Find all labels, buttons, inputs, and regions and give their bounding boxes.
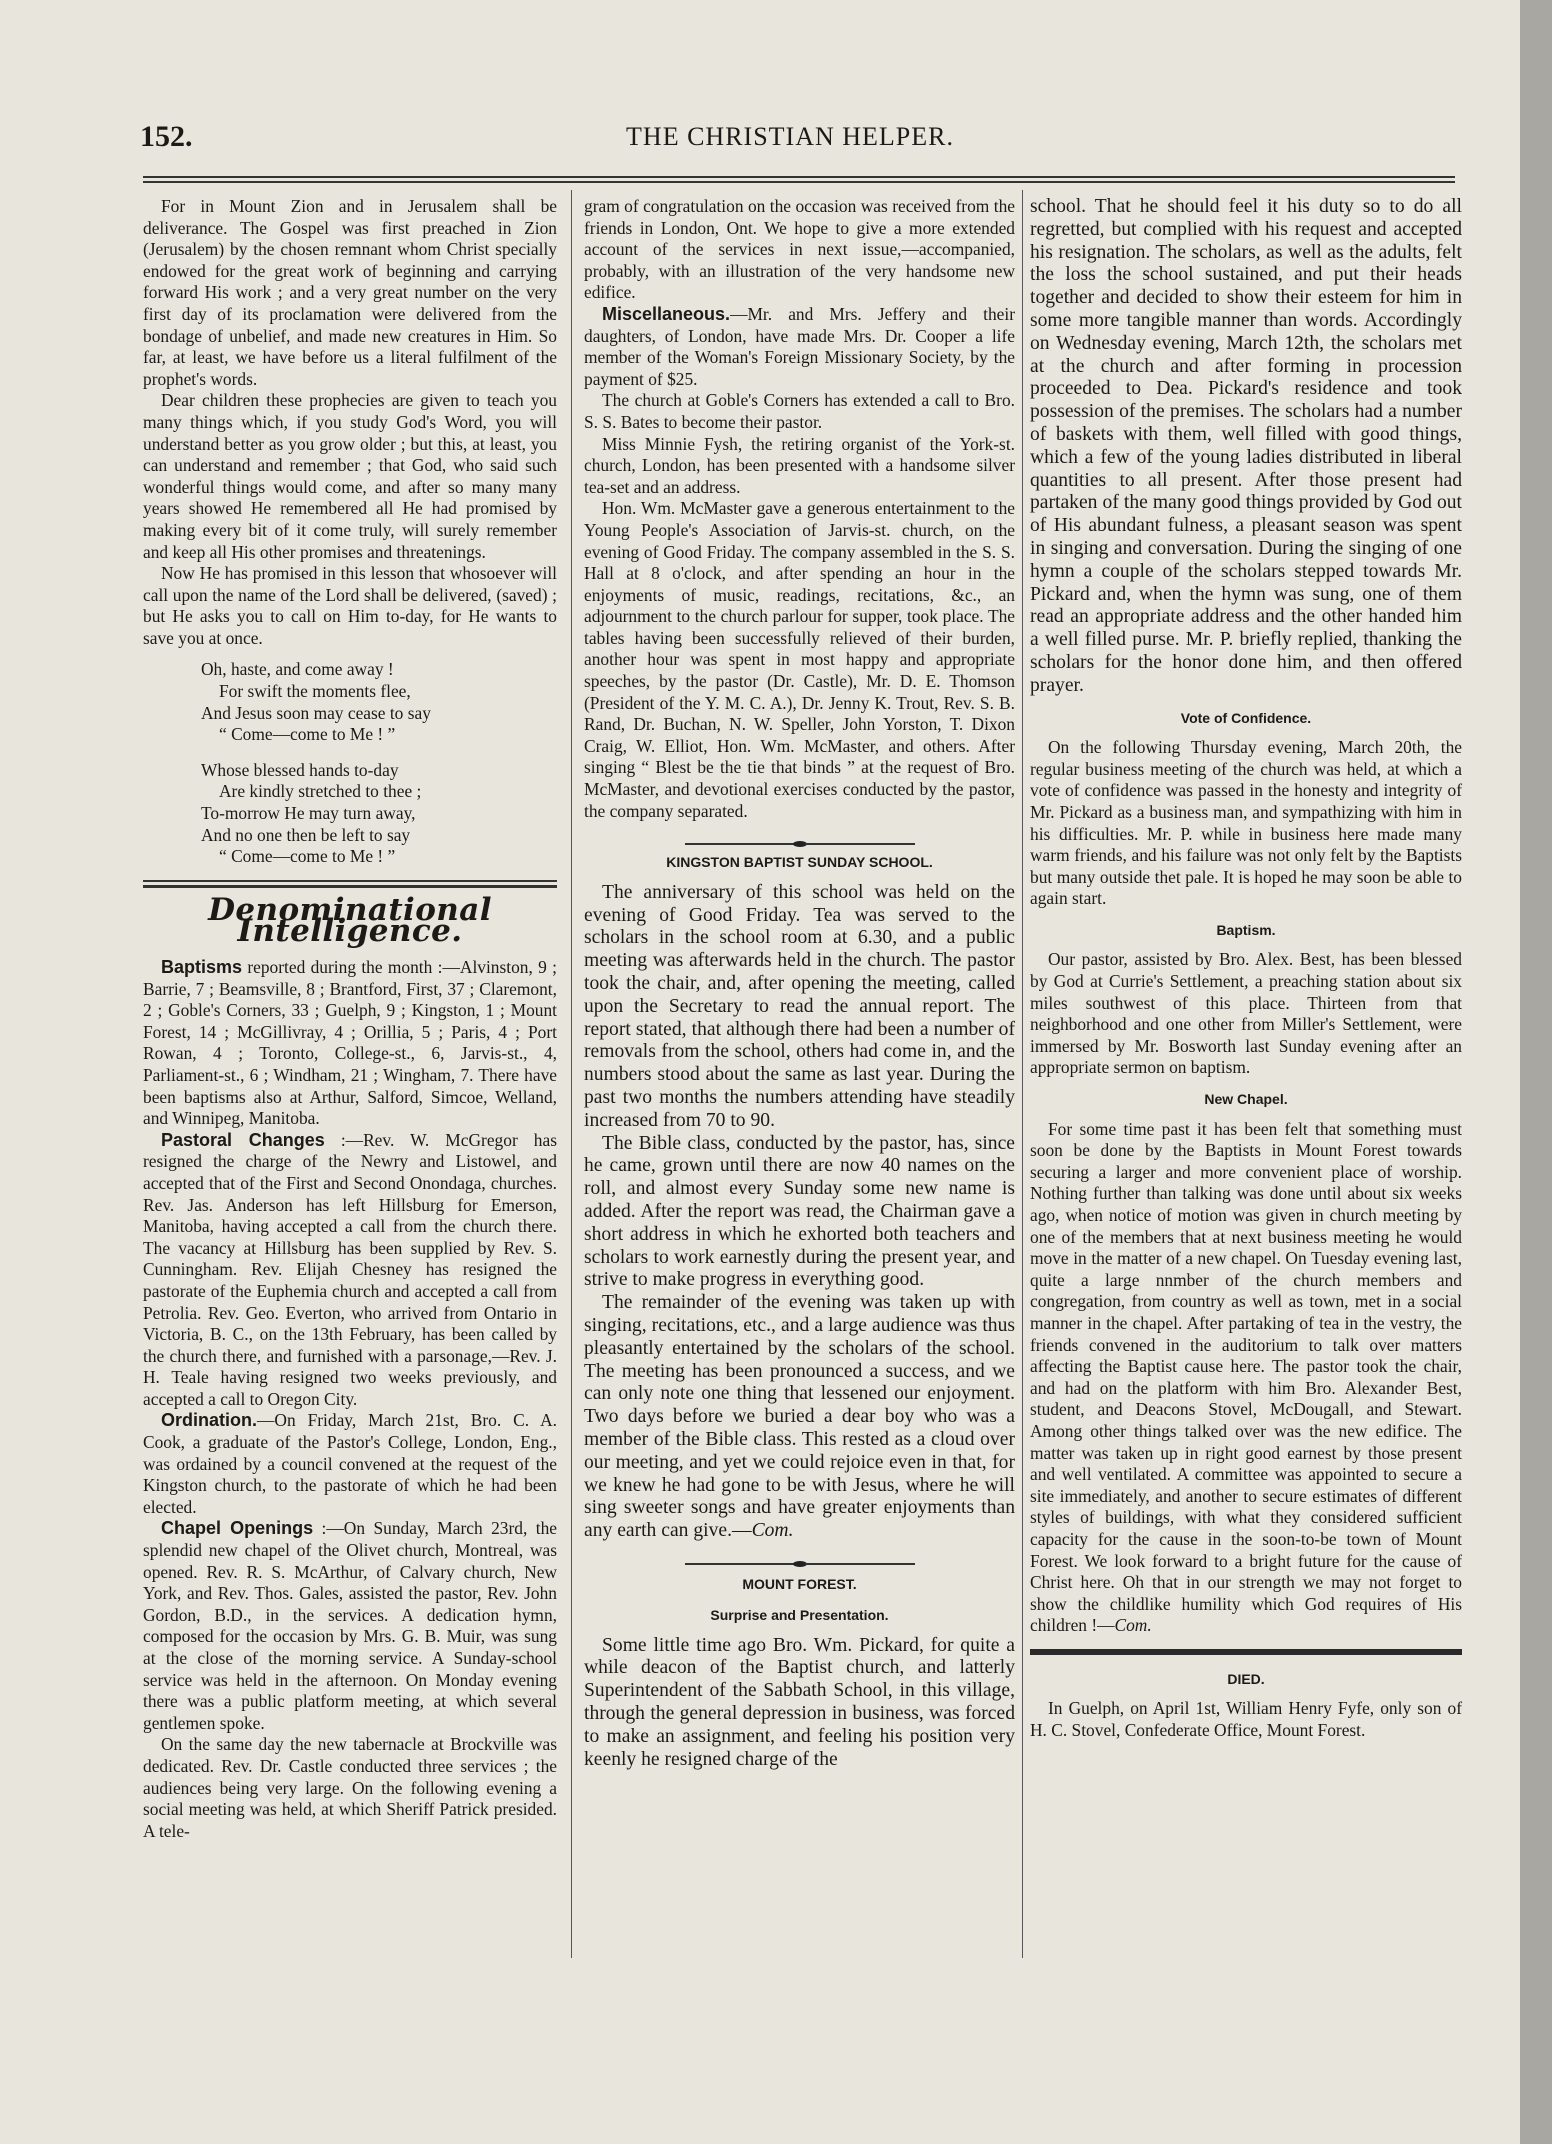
- column-2: [584, 196, 1015, 1771]
- hymn-verse: [201, 659, 557, 867]
- paragraph: On the same day the new tabernacle at Brockville was dedicated. Rev. Dr. Castle conducted three services ; the audiences being very large. On the following evening a social meeting was held, at which Sheriff Patrick presided. A tele-: [143, 1734, 557, 1841]
- verse-line: “ Come—come to Me ! ”: [219, 846, 396, 867]
- subhead: Miscellaneous.: [602, 303, 731, 324]
- ornamental-rule: [584, 832, 1015, 840]
- paragraph: On the following Thursday evening, March 20th, the regular business meeting of the church was held, at which a vote of confidence was passed in the honesty and integrity of Mr. Pickard as a business man, and sympathizing with him in his difficulties. Mr. P. while in business here made many warm friends, and his failure was not only felt by the Baptists but many outside thet pale. It is hoped he may soon be able to again start.: [1030, 737, 1462, 909]
- article-subheading: Baptism.: [1216, 921, 1276, 938]
- article-heading: MOUNT FOREST.: [742, 1575, 857, 1592]
- header-rule: [143, 176, 1455, 183]
- verse-line: Whose blessed hands to-day: [201, 759, 399, 780]
- article-heading: KINGSTON BAPTIST SUNDAY SCHOOL.: [666, 854, 933, 871]
- verse-line: And Jesus soon may cease to say: [201, 702, 431, 723]
- paragraph: The Bible class, conducted by the pastor, has, since he came, grown until there are now 40 names on the roll, and almost every Sunday some new name is added. After the report was read, the Chairman gave a short address in which he exhorted both teachers and scholars to work earnestly during the present year, and strive to make progress in everything good.: [584, 1132, 1015, 1291]
- notice-heading: DIED.: [1227, 1670, 1265, 1687]
- paragraph: For in Mount Zion and in Jerusalem shall be deliverance. The Gospel was first preached in Zion (Jerusalem) by the chosen remnant whom Christ specially endowed for the great work of beginning and carrying forward His work ; and a very great number on the very first day of its proclamation were delivered from the bondage of unbelief, and made new creatures in Him. So far, at least, we have before us a literal fulfilment of the prophet's words.: [143, 196, 557, 389]
- signature: Com.: [751, 1520, 794, 1542]
- paragraph: Now He has promised in this lesson that whosoever will call upon the name of the Lord shall be delivered, (saved) ; but He asks you to call on Him to-day, for He wants to save you at once.: [143, 563, 557, 648]
- running-header: [140, 120, 1440, 162]
- paragraph: gram of congratulation on the occasion was received from the friends in London, Ont. We hope to give a more extended account of the services in next issue,—accompanied, probably, with an illustration of the very handsome new edifice.: [584, 196, 1015, 303]
- verse-line: And no one then be left to say: [201, 824, 411, 845]
- signature: Com.: [1114, 1615, 1152, 1636]
- column-rule: [571, 190, 572, 1958]
- verse-line: For swift the moments flee,: [219, 681, 411, 702]
- article-subheading: Surprise and Presentation.: [710, 1606, 889, 1623]
- journal-title: THE CHRISTIAN HELPER.: [626, 122, 954, 151]
- paragraph: :—Rev. W. McGregor has resigned the charge of the Newry and Listowel, and accepted that of the First and Second Onondaga, churches. Rev. Jas. Anderson has left Hillsburg for Emerson, Manitoba, having accepted a call from the church there. The vacancy at Hillsburg has been supplied by Rev. S. Cunningham. Rev. Elijah Chesney has resigned the pastorate of the Euphemia church and accepted a call from Petrolia. Rev. Geo. Everton, who arrived from Ontario in Victoria, B. C., on the 13th February, has been called by the church there, and furnished with a parsonage,—Rev. J. H. Teale having resigned two weeks previously, and accepted a call to Oregon City.: [143, 1129, 557, 1409]
- death-notice: In Guelph, on April 1st, William Henry Fyfe, only son of H. C. Stovel, Confederate Office, Mount Forest.: [1030, 1698, 1462, 1741]
- article-subheading: New Chapel.: [1204, 1091, 1288, 1108]
- section-rule: [143, 880, 557, 888]
- ornamental-rule: [584, 1553, 1015, 1561]
- verse-line: “ Come—come to Me ! ”: [219, 724, 396, 745]
- column-3: [1030, 196, 1462, 1742]
- page-edge: [1520, 0, 1552, 2144]
- subhead: Baptisms: [161, 957, 243, 977]
- paragraph: —On Friday, March 21st, Bro. C. A. Cook, a graduate of the Pastor's College, London, Eng., was ordained by a council convened at the request of the Kingston church, to the pastorate of which he had been elected.: [143, 1410, 557, 1517]
- column-rule: [1022, 190, 1023, 1958]
- verse-line: Are kindly stretched to thee ;: [219, 781, 422, 802]
- article-subheading: Vote of Confidence.: [1180, 709, 1312, 726]
- paragraph: Miss Minnie Fysh, the retiring organist of the York-st. church, London, has been presented with a handsome silver tea-set and an address.: [584, 433, 1015, 497]
- paragraph: The church at Goble's Corners has extended a call to Bro. S. S. Bates to become their pastor.: [584, 390, 1015, 432]
- paragraph: Hon. Wm. McMaster gave a generous entertainment to the Young People's Association of Jarvis-st. church, on the evening of Good Friday. The company assembled in the S. S. Hall at 8 o'clock, and after spending an hour in the enjoyments of music, readings, recitations, &c., an adjournment to the church parlour for supper, took place. The tables having been successfully relieved of their burden, another hour was spent in most happy and appropriate speeches, by the pastor (Dr. Castle), Mr. D. E. Thomson (President of the Y. M. C. A.), Dr. Jenny K. Trout, Rev. S. B. Rand, Dr. Buchan, N. W. Speller, John Yorston, T. Dixon Craig, W. Elliot, Hon. Wm. McMaster, and others. After singing “ Blest be the tie that binds ” at the request of Bro. McMaster, and devotional exercises conducted by the pastor, the company separated.: [584, 498, 1015, 821]
- verse-line: To-morrow He may turn away,: [201, 803, 416, 824]
- paragraph: —Mr. and Mrs. Jeffery and their daughters, of London, have made Mrs. Dr. Cooper a life member of the Woman's Foreign Missionary Society, by the payment of $25.: [584, 303, 1015, 389]
- subhead: Ordination.: [161, 1410, 257, 1431]
- paragraph: The remainder of the evening was taken up with singing, recitations, etc., and a large audience was thus pleasantly entertained by the scholars of the school. The meeting has been pronounced a success, and we can only note one thing that lessened our enjoyment. Two days before we buried a dear boy who was a member of the Bible class. This rested as a cloud over our meeting, and yet we could rejoice even in that, for we knew he had gone to be with Jesus, where he will sing sweeter songs and have greater enjoyments than any earth can give.—: [584, 1292, 1015, 1542]
- section-title: Denominational Intelligence.: [208, 891, 492, 950]
- paragraph: Our pastor, assisted by Bro. Alex. Best, has been blessed by God at Currie's Settlement, a preaching station about six miles southwest of this place. Thirteen from that neighborhood and one other from Miller's Settlement, were immersed by Mr. Bosworth last Sunday evening after an appropriate sermon on baptism.: [1030, 949, 1462, 1078]
- verse-line: Oh, haste, and come away !: [201, 659, 394, 680]
- paragraph: :—On Sunday, March 23rd, the splendid new chapel of the Olivet church, Montreal, was opened. Rev. R. S. McArthur, of Calvary church, New York, and Rev. Thos. Gales, assisted the pastor, Rev. John Gordon, B.D., in the services. A dedication hymn, composed for the occasion by Mrs. G. B. Muir, was sung at the close of the morning service. A Sunday-school service was held in the afternoon. On Monday evening there was a public platform meeting, at which several gentlemen spoke.: [143, 1518, 557, 1733]
- paragraph: reported during the month :—Alvinston, 9 ; Barrie, 7 ; Beamsville, 8 ; Brantford, First, 37 ; Claremont, 2 ; Goble's Corners, 33 ; Guelph, 9 ; Kingston, 1 ; Mount Forest, 14 ; McGillivray, 4 ; Orillia, 5 ; Paris, 4 ; Port Rowan, 4 ; Toronto, College-st., 6, Jarvis-st., 4, Parliament-st., 6 ; Windham, 21 ; Wingham, 7. There have been baptisms also at Arthur, Salford, Simcoe, Welland, and Winnipeg, Manitoba.: [143, 957, 557, 1129]
- page-number: 152.: [140, 120, 193, 153]
- subhead: Pastoral Changes: [161, 1129, 325, 1150]
- column-1: [143, 196, 557, 1842]
- paragraph: For some time past it has been felt that something must soon be done by the Baptists in Mount Forest towards securing a larger and more convenient place of worship. Nothing further than talking was done until about six weeks ago, when notice of motion was given in church meeting by one of the members that at next business meeting he would move in the matter of a new chapel. On Tuesday evening last, quite a large nnmber of the church members and congregation, from country as well as town, met in a social manner in the chapel. After partaking of tea in the vestry, the friends convened in the auditorium to talk over matters affecting the Baptist cause here. The pastor took the chair, and had on the platform with him Bro. Alexander Best, student, and Deacons Stovel, McDougall, and Stewart. Among other things talked over was the new edifice. The matter was taken up in right good earnest by those present and well ventilated. A committee was appointed to secure a site immediately, and another to secure estimates of different styles of buildings, with what they considered sufficient capacity for the cause in the soon-to-be town of Mount Forest. We look forward to a bright future for the cause of Christ here. Oh that in our strength we may not forget to show the childlike humility which God requires of His children !—: [1030, 1118, 1462, 1636]
- paragraph: school. That he should feel it his duty so to do all regretted, but complied with his request and accepted his resignation. The scholars, as well as the adults, felt the loss the school sustained, and put their heads together and decided to show their esteem for him in some more tangible manner than words. Accordingly on Wednesday evening, March 12th, the scholars met at the church and after forming in procession proceeded to Dea. Pickard's residence and took possession of the premises. The scholars had a number of baskets with them, well filled with good things, which a few of the young ladies distributed in liberal quantities to all present. After those present had partaken of the many good things provided by God out of His abundant fulness, a pleasant season was spent in singing and conversation. During the singing of one hymn a couple of the scholars stepped towards Mr. Pickard and, when the hymn was sung, one of them read an appropriate address and the other handed him a well filled purse. Mr. P. briefly replied, thanking the scholars for the honor done him, and then offered prayer.: [1030, 196, 1462, 696]
- paragraph: Some little time ago Bro. Wm. Pickard, for quite a while deacon of the Baptist church, and latterly Superintendent of the Sabbath School, in this village, through the general depression in business, was forced to make an assignment, and feeling his position very keenly he resigned charge of the: [584, 1634, 1015, 1770]
- paragraph: Dear children these prophecies are given to teach you many things which, if you study God's Word, you will understand better as you grow older ; but this, at least, you can understand and remember ; that God, who said such wonderful things would come, and after so many many years showed He remembered all He had promised by making every bit of it come truly, will surely remember and keep all His other promises and threatenings.: [143, 390, 557, 562]
- subhead: Chapel Openings: [161, 1518, 314, 1539]
- paragraph: The anniversary of this school was held on the evening of Good Friday. Tea was served to the scholars in the school room at 6.30, and a public meeting was afterwards held in the church. The pastor took the chair, and, after opening the meeting, called upon the Secretary to read the annual report. The report stated, that although there had been a number of removals from the school, others had come in, and the numbers stood about the same as last year. During the past two months the numbers attending have steadily increased from 70 to 90.: [584, 881, 1015, 1131]
- section-rule: [1030, 1649, 1462, 1655]
